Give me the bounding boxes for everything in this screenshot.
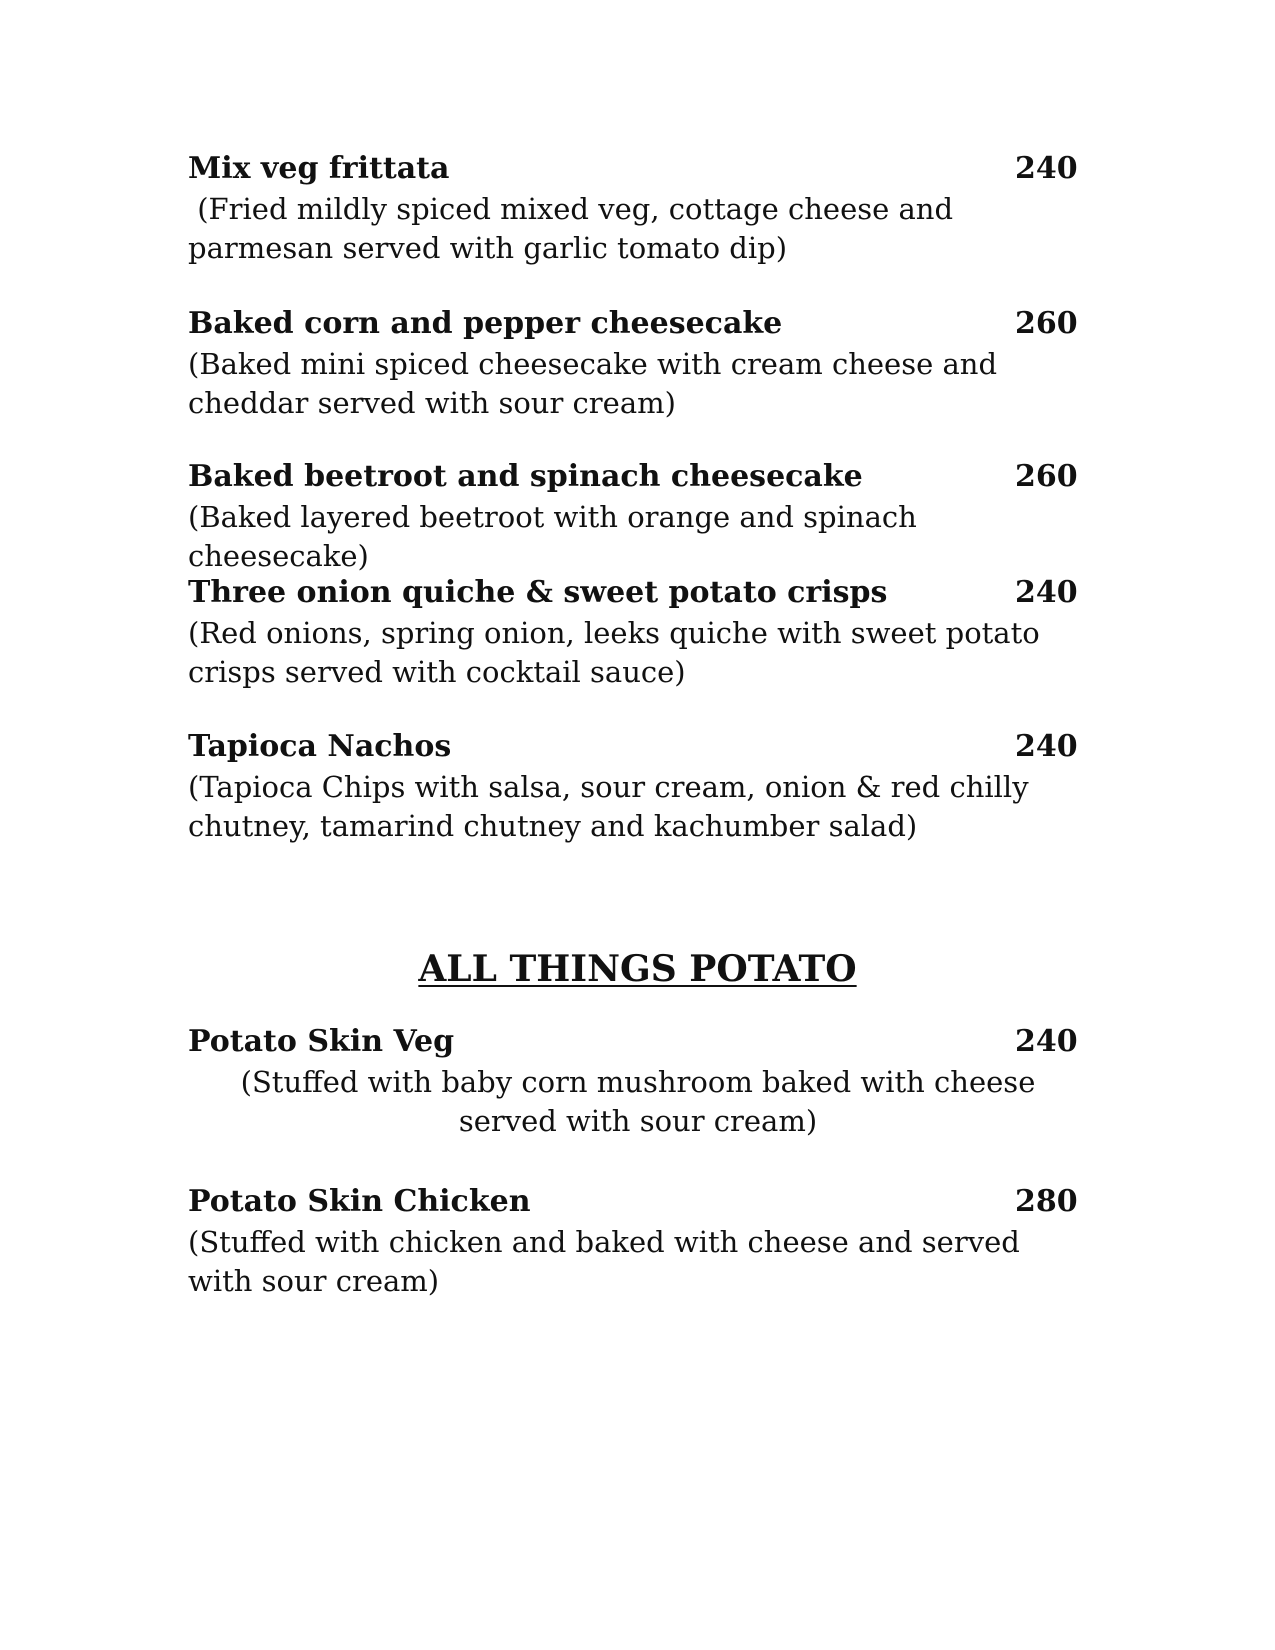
menu-item-header	[188, 728, 1088, 768]
section-title	[0, 947, 1275, 991]
menu-item	[188, 1183, 1088, 1301]
menu-item-name: Three onion quiche & sweet potato crisps	[188, 575, 888, 610]
menu-item-name: Potato Skin Chicken	[188, 1184, 531, 1219]
menu-item-price: 240	[1015, 151, 1078, 186]
menu-item-description: (Tapioca Chips with salsa, sour cream, onion & red chilly chutney, tamarind chutney and kachumber salad)	[188, 770, 1029, 843]
menu-item	[188, 305, 1088, 423]
menu-item	[188, 458, 1088, 576]
menu-item-description: (Red onions, spring onion, leeks quiche with sweet potato crisps served with cocktail sauce)	[188, 616, 1040, 689]
menu-item-price: 240	[1015, 575, 1078, 610]
menu-item-price: 260	[1015, 459, 1078, 494]
menu-item-description: (Fried mildly spiced mixed veg, cottage cheese and parmesan served with garlic tomato dip)	[188, 192, 963, 265]
menu-item	[188, 574, 1088, 692]
menu-item-header	[188, 458, 1088, 498]
menu-item-header	[188, 1023, 1088, 1063]
menu-item-header	[188, 574, 1088, 614]
menu-item-header	[188, 305, 1088, 345]
menu-item-name: Baked beetroot and spinach cheesecake	[188, 459, 863, 494]
menu-item-description: (Stuffed with chicken and baked with cheese and served with sour cream)	[188, 1225, 1020, 1298]
menu-item-price: 240	[1015, 729, 1078, 764]
menu-item	[188, 150, 1088, 268]
menu-item-name: Tapioca Nachos	[188, 729, 452, 764]
menu-item-description: (Baked layered beetroot with orange and spinach cheesecake)	[188, 500, 917, 573]
menu-item-description: (Stuffed with baby corn mushroom baked with cheese served with sour cream)	[240, 1065, 1036, 1138]
menu-item-description: (Baked mini spiced cheesecake with cream cheese and cheddar served with sour cream)	[188, 347, 998, 420]
menu-item-name: Baked corn and pepper cheesecake	[188, 306, 783, 341]
menu-item-header	[188, 1183, 1088, 1223]
menu-item-price: 260	[1015, 306, 1078, 341]
menu-item-header	[188, 150, 1088, 190]
menu-item	[188, 1023, 1088, 1141]
menu-item-name: Potato Skin Veg	[188, 1024, 455, 1059]
section-title-text: ALL THINGS POTATO	[418, 948, 857, 990]
menu-item	[188, 728, 1088, 846]
menu-item-name: Mix veg frittata	[188, 151, 450, 186]
menu-item-price: 280	[1015, 1184, 1078, 1219]
menu-item-price: 240	[1015, 1024, 1078, 1059]
